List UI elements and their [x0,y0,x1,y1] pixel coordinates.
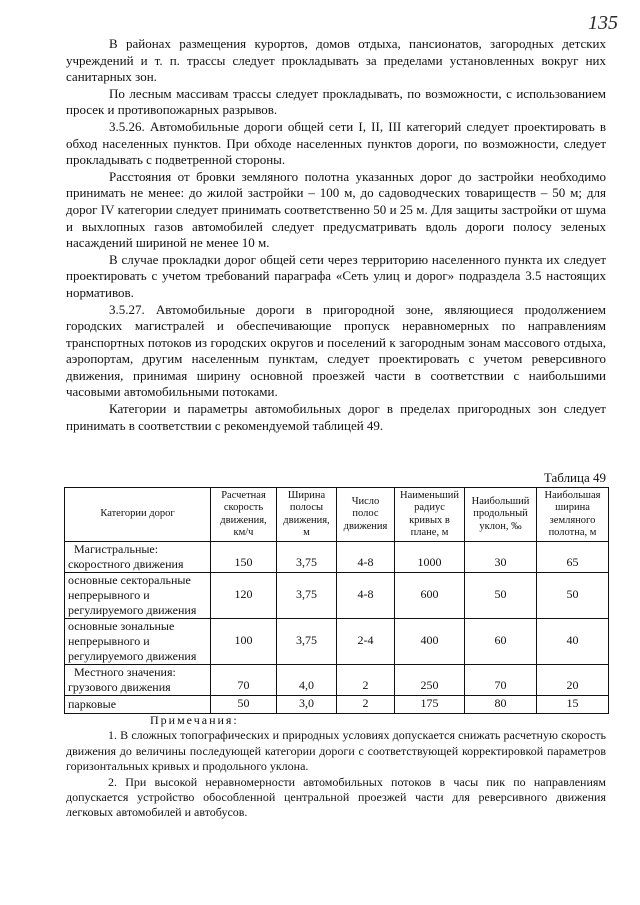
table-caption: Таблица 49 [543,470,606,485]
lanes-count-cell: 2 [337,696,395,714]
note-item: 2. При высокой неравномерности автомобильных потоков в часы пик по направлениям допускается устройство обособленной центральной проезжей части для реверсивного движения легковых автомобилей и автобусов. [66,774,606,820]
category-line: непрерывного и [68,634,150,648]
paragraph: В районах размещения курортов, домов отдыха, пансионатов, загородных детских учреждений и т. п. трассы следует прокладывать за пределами установленных вокруг них санитарных зон. [66,36,606,85]
paragraph: Категории и параметры автомобильных дорог в пределах пригородных зон следует принимать в соответствии с рекомендуемой таблицей 49. [66,401,606,433]
column-header: Расчетная скорость движения, км/ч [211,488,277,542]
max-grade-cell: 60 [465,619,537,665]
min-radius-cell: 175 [395,696,465,714]
min-radius-cell: 600 [395,573,465,619]
table-row [65,665,609,696]
min-radius-cell: 250 [395,665,465,696]
speed-cell: 120 [211,573,277,619]
road-category-cell [65,619,211,665]
category-line: основные секторальные [68,573,191,587]
lanes-count-cell: 4-8 [337,542,395,573]
road-category-cell [65,696,211,714]
table-row [65,619,609,665]
notes-section [66,713,606,821]
column-header: Ширина полосы движения, м [277,488,337,542]
paragraph: В случае прокладки дорог общей сети через территорию населенного пункта их следует проектировать с учетом требований параграфа «Сеть улиц и дорог» подраздела 3.5 настоящих нормативов. [66,251,606,300]
category-line: непрерывного и [68,588,150,602]
road-category-cell [65,665,211,696]
max-grade-cell: 80 [465,696,537,714]
subgrade-width-cell: 65 [537,542,609,573]
min-radius-cell: 1000 [395,542,465,573]
max-grade-cell: 70 [465,665,537,696]
road-category-cell [65,542,211,573]
page-number: 135 [588,12,618,34]
lanes-count-cell: 2 [337,665,395,696]
table-header-row [65,488,609,542]
paragraph: По лесным массивам трассы следует прокладывать, по возможности, с использованием просек и противопожарных разрывов. [66,85,606,118]
speed-cell: 100 [211,619,277,665]
min-radius-cell: 400 [395,619,465,665]
category-line: Местного значения: [74,665,176,679]
road-category-cell [65,573,211,619]
subgrade-width-cell: 40 [537,619,609,665]
speed-cell: 50 [211,696,277,714]
column-header: Число полос движения [337,488,395,542]
body-text [66,36,606,434]
column-header: Наименьший радиус кривых в плане, м [395,488,465,542]
subgrade-width-cell: 15 [537,696,609,714]
category-line: регулируемого движения [68,603,197,617]
max-grade-cell: 50 [465,573,537,619]
subgrade-width-cell: 50 [537,573,609,619]
category-line: основные зональные [68,619,175,633]
category-line: парковые [68,697,117,711]
paragraph: Расстояния от бровки земляного полотна указанных дорог до застройки необходимо принимать не менее: до жилой застройки – 100 м, до садоводческих товариществ – 50 м; для дорог IV категории следует принимать соответственно 50 и 25 м. Для защиты застройки от шума и выхлопных газов автомобилей следует предусматривать вдоль дороги полосу зеленых насаждений шириной не менее 10 м. [66,168,606,251]
table-row [65,573,609,619]
paragraph: 3.5.26. Автомобильные дороги общей сети I, II, III категорий следует проектировать в обход населенных пунктов. При обходе населенных пунктов дороги, по возможности, следует прокладывать с подветренной стороны. [66,118,606,168]
max-grade-cell: 30 [465,542,537,573]
table-row [65,542,609,573]
column-header: Наибольшая ширина земляного полотна, м [537,488,609,542]
paragraph: 3.5.27. Автомобильные дороги в пригородной зоне, являющиеся продолжением городских магистралей и обеспечивающие пропуск неравномерных по направлениям транспортных потоков из городских округов и поселений к загородным зонам массового отдыха, аэропортам, другим населенным пунктам, следует проектировать с учетом реверсивного движения, принимая ширину основной проезжей части в соответствии с наибольшими часовыми автомобильными потоками. [66,301,606,400]
subgrade-width-cell: 20 [537,665,609,696]
notes-heading: Примечания: [150,713,239,727]
lane-width-cell: 3,75 [277,573,337,619]
lane-width-cell: 3,75 [277,542,337,573]
category-line: скоростного движения [68,557,184,571]
category-line: Магистральные: [74,542,159,556]
lane-width-cell: 3,0 [277,696,337,714]
lane-width-cell: 4,0 [277,665,337,696]
speed-cell: 70 [211,665,277,696]
column-header: Категории дорог [65,488,211,542]
note-item: 1. В сложных топографических и природных условиях допускается снижать расчетную скорость движения до величины последующей категории дороги с соответствующей корректировкой параметров горизонтальных кривых и продольного уклона. [66,728,606,774]
lanes-count-cell: 4-8 [337,573,395,619]
speed-cell: 150 [211,542,277,573]
column-header: Наибольший продольный уклон, ‰ [465,488,537,542]
table-row [65,696,609,714]
lane-width-cell: 3,75 [277,619,337,665]
category-line: грузового движения [68,680,171,694]
category-line: регулируемого движения [68,649,197,663]
road-parameters-table [64,487,609,714]
lanes-count-cell: 2-4 [337,619,395,665]
